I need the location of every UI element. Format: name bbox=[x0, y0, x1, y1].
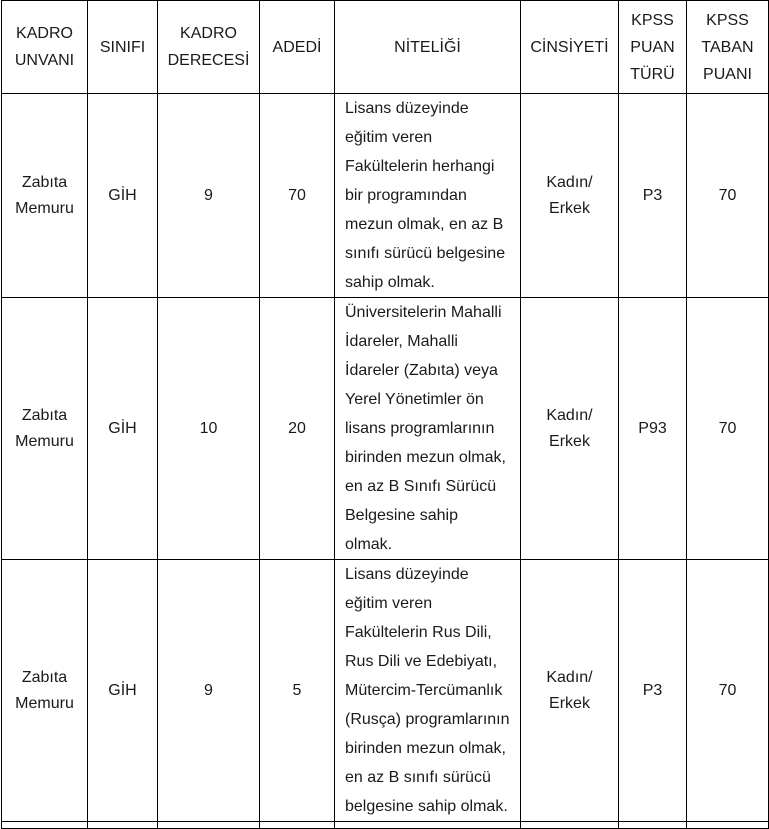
cell-unvan: Zabıta Memuru bbox=[2, 560, 88, 822]
header-sinifi: SINIFI bbox=[88, 1, 158, 94]
header-kpss-puan-turu: KPSS PUAN TÜRÜ bbox=[619, 1, 687, 94]
cell-taban-puan: 70 bbox=[687, 298, 769, 560]
header-cinsiyeti: CİNSİYETİ bbox=[521, 1, 619, 94]
header-adedi: ADEDİ bbox=[260, 1, 335, 94]
cell-empty bbox=[687, 822, 769, 829]
header-niteligi: NİTELİĞİ bbox=[335, 1, 521, 94]
cell-empty bbox=[521, 822, 619, 829]
table-row bbox=[2, 298, 769, 560]
cell-adet: 5 bbox=[260, 560, 335, 822]
cell-nitelik: Lisans düzeyinde eğitim veren Fakültelerin Rus Dili, Rus Dili ve Edebiyatı, Mütercim-Tercümanlık (Rusça) programlarının birinden mezun olmak, en az B sınıfı sürücü belgesine sahip olmak. bbox=[335, 560, 521, 822]
table-row-partial bbox=[2, 822, 769, 829]
header-kpss-taban-puani: KPSS TABAN PUANI bbox=[687, 1, 769, 94]
cell-unvan: Zabıta Memuru bbox=[2, 298, 88, 560]
cell-sinif: GİH bbox=[88, 94, 158, 298]
cell-nitelik: Lisans düzeyinde eğitim veren Fakültelerin herhangi bir programından mezun olmak, en az B sınıfı sürücü belgesine sahip olmak. bbox=[335, 94, 521, 298]
cell-derece: 10 bbox=[158, 298, 260, 560]
cell-unvan: Zabıta Memuru bbox=[2, 94, 88, 298]
cell-puan-turu: P3 bbox=[619, 94, 687, 298]
cell-empty bbox=[158, 822, 260, 829]
table-row bbox=[2, 94, 769, 298]
cell-taban-puan: 70 bbox=[687, 560, 769, 822]
cell-empty bbox=[619, 822, 687, 829]
cell-empty bbox=[2, 822, 88, 829]
cell-adet: 20 bbox=[260, 298, 335, 560]
header-kadro-derecesi: KADRO DERECESİ bbox=[158, 1, 260, 94]
cell-cinsiyet: Kadın/ Erkek bbox=[521, 298, 619, 560]
cell-empty bbox=[260, 822, 335, 829]
header-kadro-unvani: KADRO UNVANI bbox=[2, 1, 88, 94]
cell-derece: 9 bbox=[158, 94, 260, 298]
cell-sinif: GİH bbox=[88, 298, 158, 560]
kadro-table bbox=[1, 0, 769, 829]
cell-derece: 9 bbox=[158, 560, 260, 822]
cell-nitelik: Üniversitelerin Mahalli İdareler, Mahalli İdareler (Zabıta) veya Yerel Yönetimler ön lisans programlarının birinden mezun olmak, en az B Sınıfı Sürücü Belgesine sahip olmak. bbox=[335, 298, 521, 560]
cell-sinif: GİH bbox=[88, 560, 158, 822]
cell-adet: 70 bbox=[260, 94, 335, 298]
cell-empty bbox=[335, 822, 521, 829]
cell-puan-turu: P3 bbox=[619, 560, 687, 822]
cell-cinsiyet: Kadın/ Erkek bbox=[521, 94, 619, 298]
cell-puan-turu: P93 bbox=[619, 298, 687, 560]
header-row bbox=[2, 1, 769, 94]
cell-taban-puan: 70 bbox=[687, 94, 769, 298]
cell-empty bbox=[88, 822, 158, 829]
cell-cinsiyet: Kadın/ Erkek bbox=[521, 560, 619, 822]
table-row bbox=[2, 560, 769, 822]
